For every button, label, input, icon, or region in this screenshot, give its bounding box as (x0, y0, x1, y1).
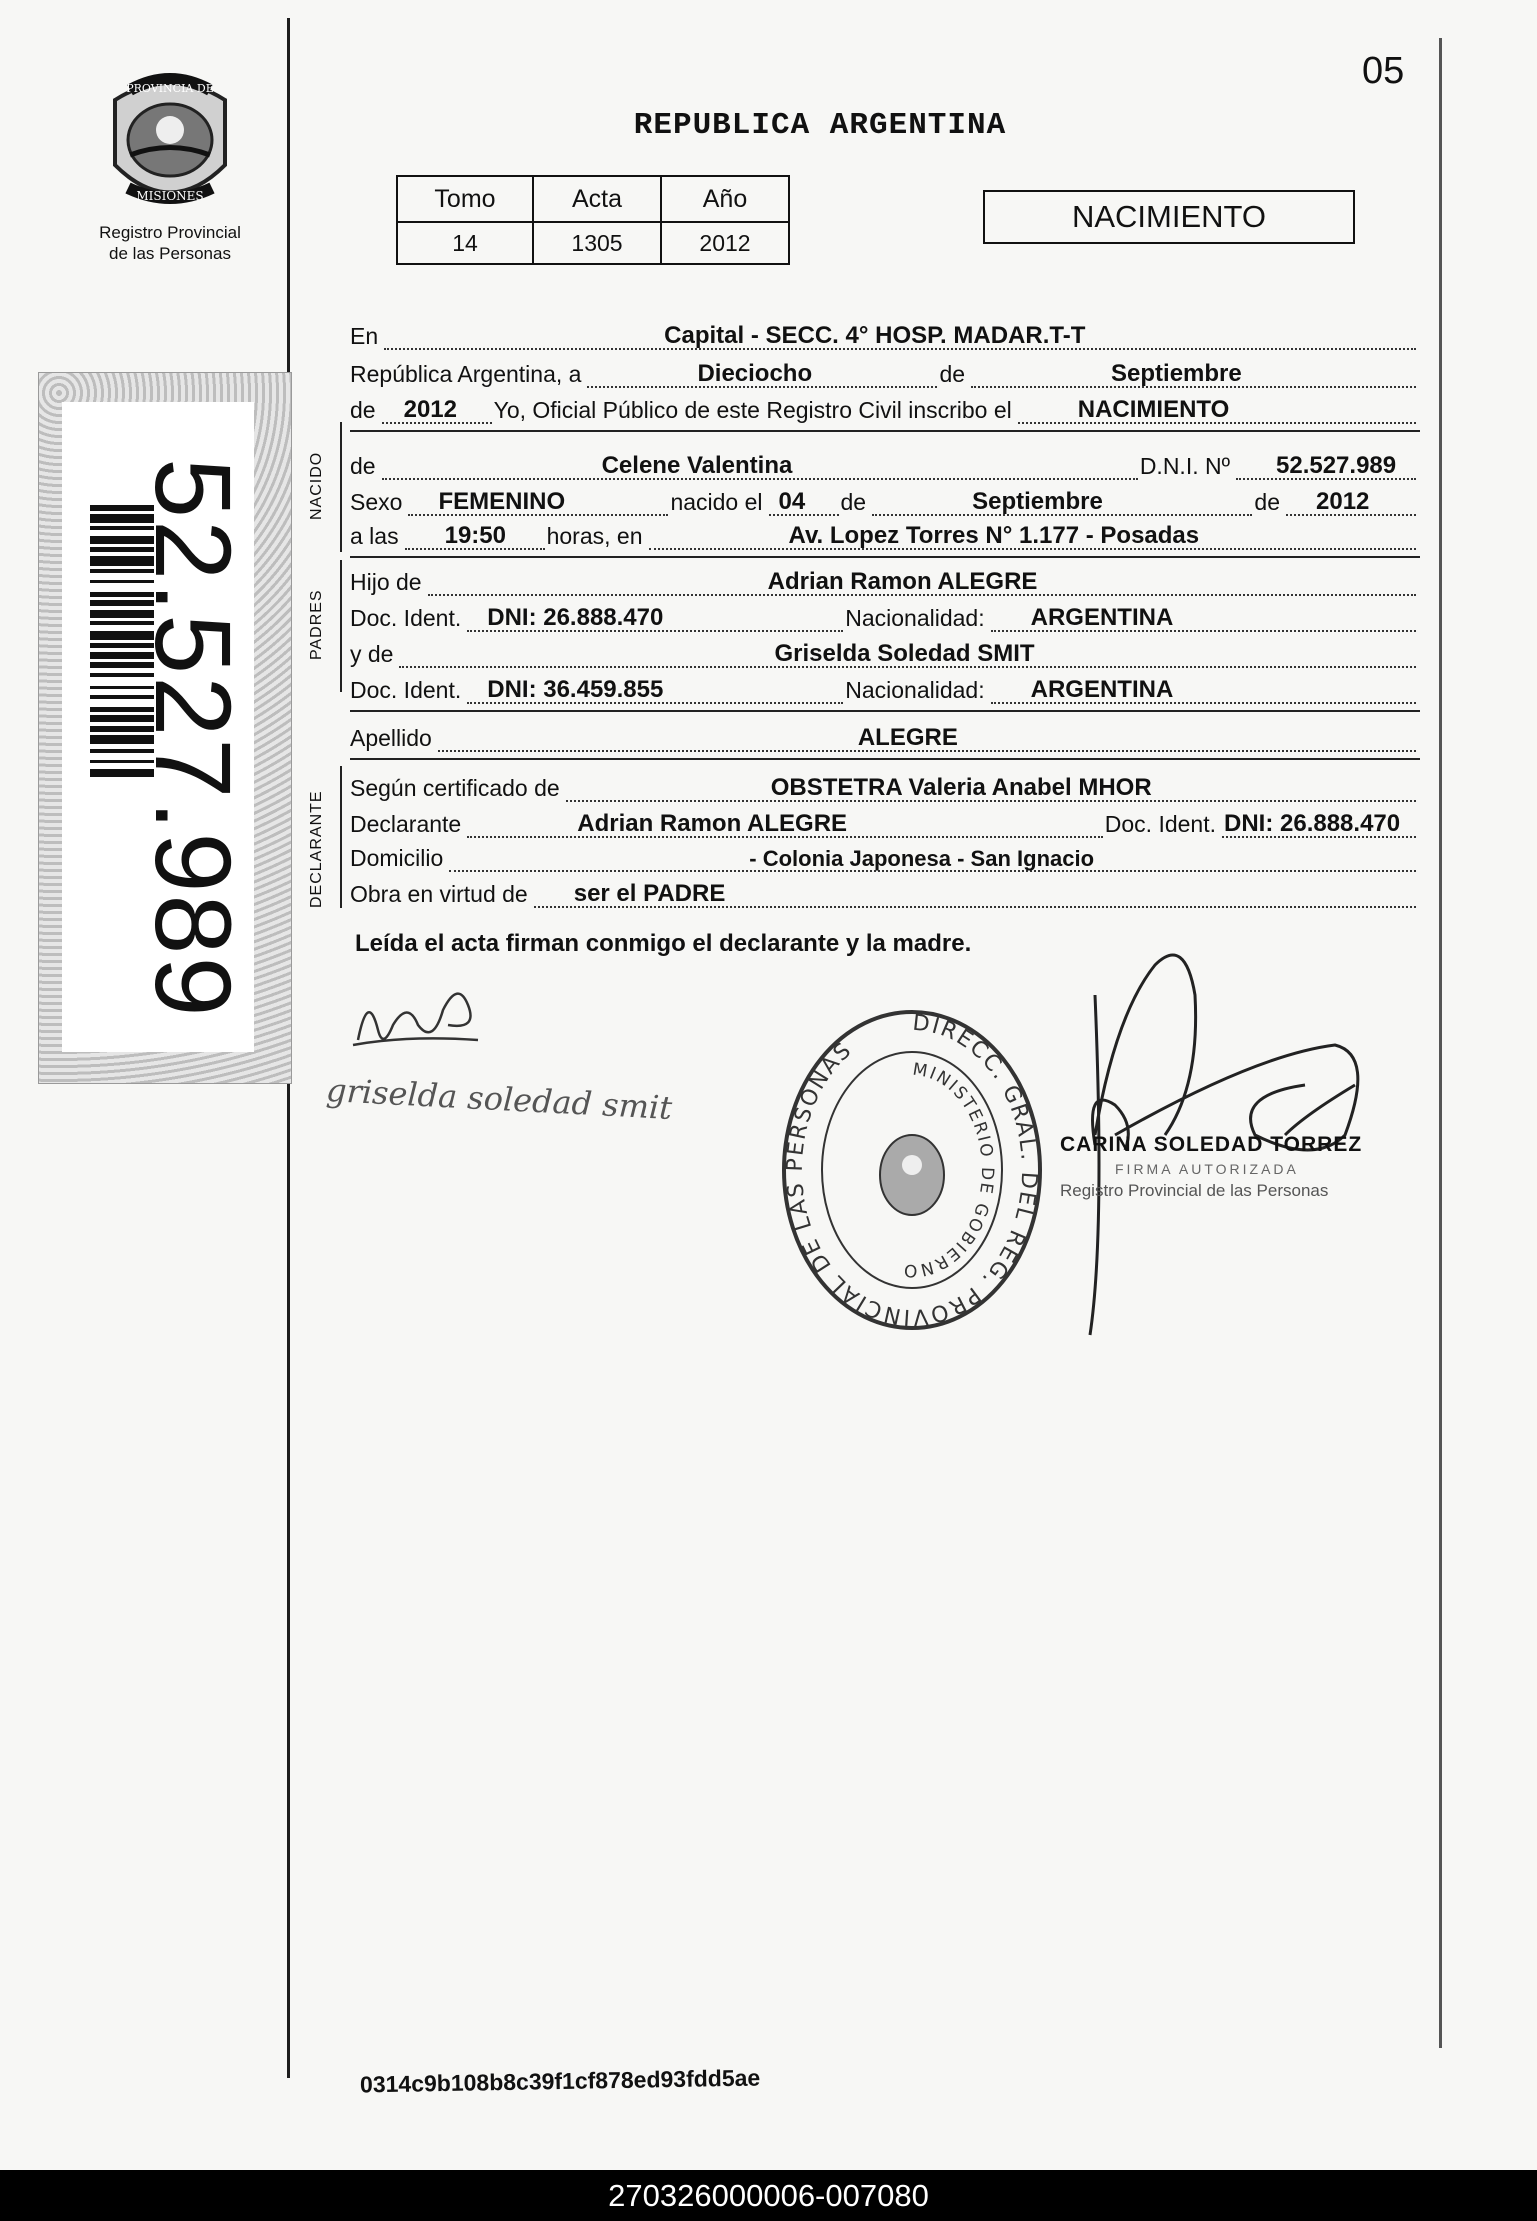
nacido-bracket (340, 422, 342, 552)
month-value: Septiembre (1111, 360, 1242, 387)
padre-doc-label: Doc. Ident. (350, 605, 462, 631)
row-declarante (350, 804, 1418, 838)
nombre-value: Celene Valentina (601, 452, 793, 479)
record-table (396, 175, 790, 265)
birth-month-value: Septiembre (972, 488, 1103, 515)
hora-value: 19:50 (444, 522, 506, 549)
hora-label: a las (350, 523, 399, 549)
declarante-label: Declarante (350, 811, 462, 837)
row-en (350, 316, 1418, 350)
domicilio-value: - Colonia Japonesa - San Ignacio (749, 846, 1095, 871)
padre-label: Hijo de (350, 569, 422, 595)
mother-signature: griselda soledad smit (325, 1070, 674, 1128)
apellido-value: ALEGRE (857, 724, 958, 751)
padres-bracket (340, 560, 342, 692)
dni-label: D.N.I. Nº (1139, 453, 1230, 479)
document-hash: 0314c9b108b8c39f1cf878ed93fdd5ae (359, 2064, 761, 2098)
section-label-declarante: DECLARANTE (308, 790, 325, 908)
declarant-signature (348, 970, 488, 1060)
sexo-de2-label: de (1254, 489, 1280, 515)
padre-value: Adrian Ramon ALEGRE (767, 568, 1038, 595)
registry-name (60, 222, 280, 264)
row-madre-doc (350, 670, 1418, 704)
anio-de-label: de (350, 397, 376, 423)
closing-text: Leída el acta firman conmigo el declarante y la madre. (355, 930, 972, 957)
row-domicilio (350, 838, 1418, 872)
padre-nac-label: Nacionalidad: (845, 605, 985, 631)
row-nombre (350, 446, 1418, 480)
section-label-padres: PADRES (308, 589, 325, 660)
apellido-label: Apellido (350, 725, 432, 751)
right-margin-line (1439, 38, 1442, 2048)
certificado-value: OBSTETRA Valeria Anabel MHOR (770, 774, 1152, 801)
row-republica (350, 354, 1418, 388)
section-label-nacido: NACIDO (308, 451, 325, 520)
official-registry: Registro Provincial de las Personas (1060, 1181, 1329, 1200)
province-shield-logo (100, 70, 240, 220)
acta-value: 1305 (533, 222, 661, 264)
madre-doc-value: DNI: 36.459.855 (487, 676, 664, 703)
section-divider-3 (350, 710, 1420, 712)
seal-outer-text: DIRECC. GRAL. DEL REG. PROVINCIAL DE LAS PERSONAS (782, 1010, 1042, 1330)
row-sexo (350, 482, 1418, 516)
tomo-value: 14 (397, 222, 533, 264)
acta-header: Acta (533, 176, 661, 222)
official-name: CARINA SOLEDAD TORREZ (1060, 1133, 1363, 1156)
declarante-doc-label: Doc. Ident. (1104, 811, 1216, 837)
sexo-label: Sexo (350, 489, 403, 515)
section-divider-2 (350, 556, 1420, 558)
official-signature-block (1055, 935, 1435, 1355)
birth-year-value: 2012 (1316, 488, 1370, 515)
tomo-header: Tomo (397, 176, 533, 222)
madre-doc-label: Doc. Ident. (350, 677, 462, 703)
record-type-box: NACIMIENTO (983, 190, 1355, 244)
madre-nac-value: ARGENTINA (1030, 676, 1174, 703)
padre-nac-value: ARGENTINA (1030, 604, 1174, 631)
sexo-value: FEMENINO (438, 488, 566, 515)
nacido-label: nacido el (670, 489, 763, 515)
madre-nac-label: Nacionalidad: (845, 677, 985, 703)
inscribo-value: NACIMIENTO (1077, 396, 1230, 423)
row-hora (350, 516, 1418, 550)
madre-label: y de (350, 641, 394, 667)
document-title: REPUBLICA ARGENTINA (633, 108, 1007, 143)
republica-label: República Argentina, a (350, 361, 582, 387)
day-value: Dieciocho (697, 360, 813, 387)
logo-bottom-text: MISIONES (136, 189, 204, 203)
domicilio-label: Domicilio (350, 845, 444, 871)
birth-day-value: 04 (778, 488, 806, 515)
en-value: Capital - SECC. 4° HOSP. MADAR.T-T (664, 322, 1086, 349)
place-value: Av. Lopez Torres N° 1.177 - Posadas (788, 522, 1200, 549)
row-padre-doc (350, 598, 1418, 632)
official-seal (772, 1000, 1052, 1340)
anio-header: Año (661, 176, 789, 222)
padre-doc-value: DNI: 26.888.470 (487, 604, 664, 631)
declarante-doc-value: DNI: 26.888.470 (1224, 810, 1401, 837)
obra-label: Obra en virtud de (350, 881, 528, 907)
row-obra (350, 874, 1418, 908)
official-role: FIRMA AUTORIZADA (1115, 1161, 1299, 1177)
row-padre (350, 562, 1418, 596)
declarante-value: Adrian Ramon ALEGRE (577, 810, 848, 837)
logo-top-text: PROVINCIA DE (126, 82, 214, 95)
row-madre (350, 634, 1418, 668)
madre-value: Griselda Soledad SMIT (774, 640, 1035, 667)
row-apellido (350, 718, 1418, 752)
section-divider-4 (350, 758, 1420, 760)
obra-value: ser el PADRE (573, 880, 726, 907)
inscribo-text: Yo, Oficial Público de este Registro Civil inscribo el (493, 397, 1012, 423)
page-number: 05 (1362, 50, 1405, 92)
declarante-bracket (340, 766, 342, 908)
year-value: 2012 (403, 396, 457, 423)
footer-id: 270326000006-007080 (0, 2170, 1537, 2221)
registry-name-line1: Registro Provincial (99, 223, 241, 242)
dni-value: 52.527.989 (1276, 452, 1397, 479)
sexo-de-label: de (840, 489, 867, 515)
row-anio (350, 390, 1418, 424)
horas-en-label: horas, en (546, 523, 643, 549)
en-label: En (350, 323, 379, 349)
row-certificado (350, 768, 1418, 802)
nombre-label: de (350, 453, 376, 479)
registry-name-line2: de las Personas (109, 244, 231, 263)
certificado-label: Según certificado de (350, 775, 560, 801)
seal-inner-text: MINISTERIO DE GOBIERNO (901, 1059, 998, 1281)
anio-value: 2012 (661, 222, 789, 264)
de-label: de (939, 361, 966, 387)
section-divider-1 (350, 430, 1420, 432)
stamp-number: 52.527.989 (133, 458, 254, 1019)
